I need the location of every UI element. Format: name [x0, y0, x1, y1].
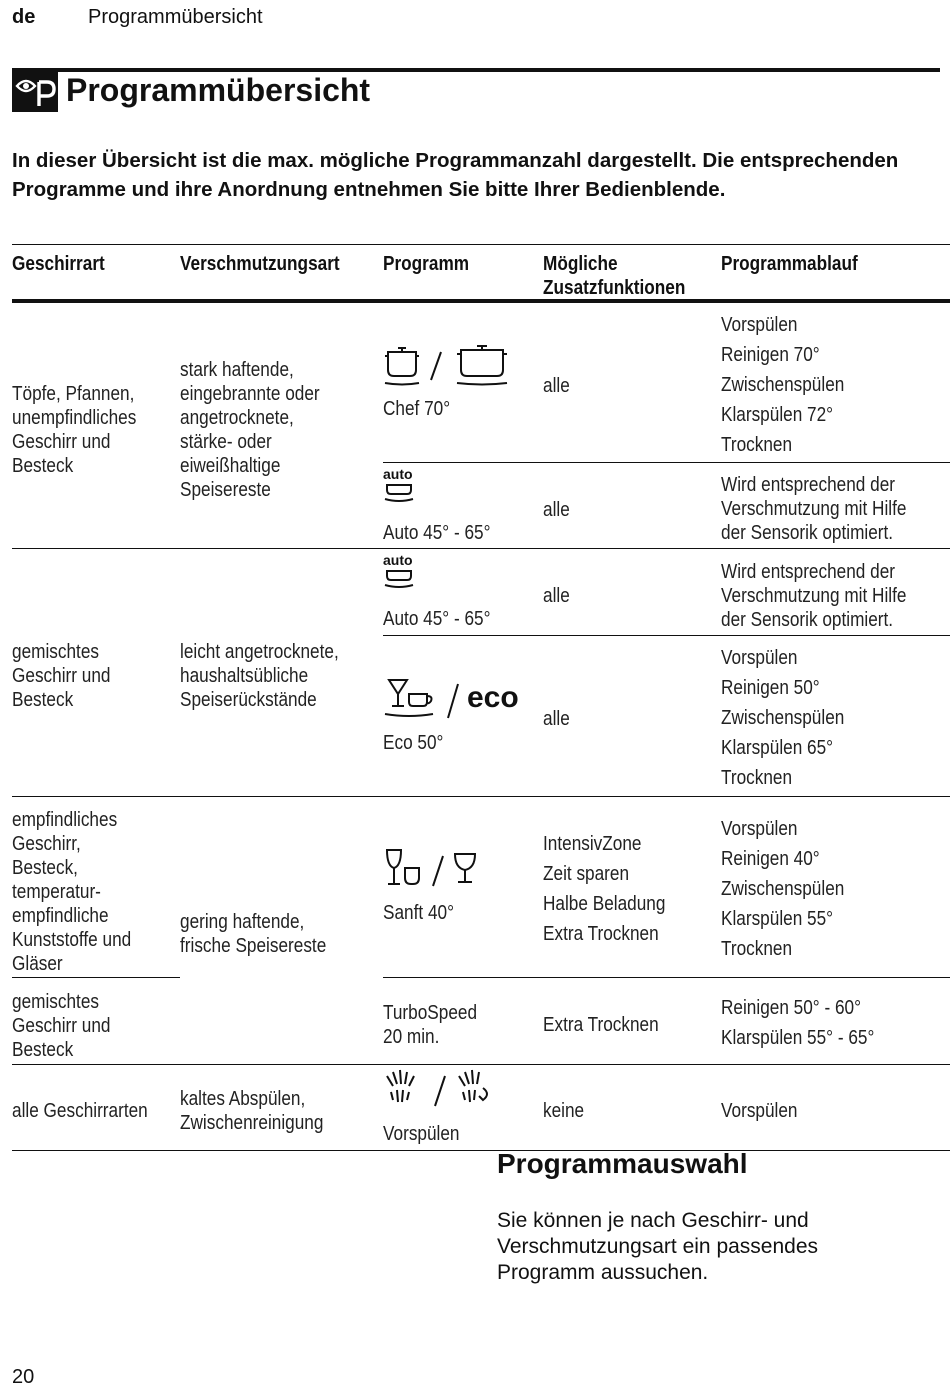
vorspuelen-program-icon	[383, 1068, 495, 1110]
ablauf-cell: Wird entsprechend der Verschmutzung mit Hilfe der Sensorik optimiert.	[721, 474, 907, 544]
chef-program-icon	[383, 342, 513, 390]
ablauf-cell: Vorspülen Reinigen 70° Zwischenspülen Klarspülen 72° Trocknen	[721, 314, 845, 456]
auto-label: auto	[383, 466, 413, 482]
col-header-zusatz-line1: Mögliche	[543, 253, 618, 275]
row-rule	[383, 977, 950, 978]
section-body: Sie können je nach Geschirr- und Verschmutzungsart ein passendes Programm aussuchen.	[497, 1209, 819, 1284]
verschmutzungsart-cell: leicht angetrocknete, haushaltsübliche Speiserückstände	[180, 641, 339, 711]
ablauf-cell: Wird entsprechend der Verschmutzung mit Hilfe der Sensorik optimiert.	[721, 561, 907, 631]
zusatz-cell: alle	[543, 708, 570, 730]
col-header-programm: Programm	[383, 253, 470, 275]
geschirrart-cell: gemischtes Geschirr und Besteck	[12, 991, 111, 1061]
sanft-program-icon	[383, 848, 483, 890]
geschirrart-cell: empfindliches Geschirr, Besteck, temperatur- empfindliche Kunststoffe und Gläser	[12, 809, 132, 975]
auto-label: auto	[383, 552, 413, 568]
table-header-rule	[12, 299, 950, 303]
verschmutzungsart-cell: stark haftende, eingebrannte oder angetrocknete, stärke- oder eiweißhaltige Speisereste	[180, 359, 320, 501]
row-rule	[383, 635, 950, 636]
zusatz-cell: keine	[543, 1100, 585, 1122]
col-header-ablauf: Programmablauf	[721, 253, 858, 275]
program-name: Sanft 40°	[383, 902, 454, 924]
intro-paragraph: In dieser Übersicht ist die max. mögliche Programmanzahl dargestellt. Die entsprechenden Programme und ihre Anordnung entnehmen Sie bitte Ihrer Bedienblende.	[12, 149, 899, 201]
row-rule	[12, 1064, 950, 1065]
program-name: Chef 70°	[383, 398, 451, 420]
language-code: de	[12, 6, 36, 28]
eco-label: eco	[467, 681, 519, 714]
running-header: Programmübersicht	[88, 6, 263, 28]
table-bottom-rule	[12, 1150, 950, 1151]
col-header-verschmutzungsart: Verschmutzungsart	[180, 253, 340, 275]
geschirrart-cell: gemischtes Geschirr und Besteck	[12, 641, 111, 711]
geschirrart-cell: alle Geschirrarten	[12, 1100, 148, 1122]
zusatz-cell: alle	[543, 499, 570, 521]
ablauf-cell: Vorspülen Reinigen 50° Zwischenspülen Klarspülen 65° Trocknen	[721, 647, 845, 789]
page-title: Programmübersicht	[66, 72, 371, 108]
verschmutzungsart-cell: kaltes Abspülen, Zwischenreinigung	[180, 1088, 324, 1134]
program-name: Vorspülen	[383, 1123, 460, 1145]
table-top-rule	[12, 244, 950, 245]
ablauf-cell: Vorspülen Reinigen 40° Zwischenspülen Klarspülen 55° Trocknen	[721, 818, 845, 960]
row-rule	[12, 977, 180, 978]
row-rule	[383, 462, 950, 463]
verschmutzungsart-cell: gering haftende, frische Speisereste	[180, 911, 327, 957]
auto-program-icon	[383, 552, 417, 590]
zusatz-cell: alle	[543, 585, 570, 607]
auto-program-icon	[383, 466, 417, 504]
section-title: Programmauswahl	[497, 1148, 748, 1179]
eco-slash	[446, 680, 460, 720]
page-number: 20	[12, 1366, 35, 1388]
col-header-zusatz	[543, 252, 685, 300]
col-header-zusatz-line2: Zusatzfunktionen	[543, 277, 686, 299]
zusatz-cell: alle	[543, 375, 570, 397]
zusatz-cell: Extra Trocknen	[543, 1014, 659, 1036]
row-rule	[12, 796, 950, 797]
program-name: TurboSpeed 20 min.	[383, 1002, 478, 1048]
program-overview-icon	[12, 70, 58, 112]
program-name: Eco 50°	[383, 732, 444, 754]
program-name: Auto 45° - 65°	[383, 522, 491, 544]
ablauf-cell: Vorspülen	[721, 1100, 798, 1122]
geschirrart-cell: Töpfe, Pfannen, unempfindliches Geschirr und Besteck	[12, 383, 137, 477]
ablauf-cell: Reinigen 50° - 60° Klarspülen 55° - 65°	[721, 997, 875, 1049]
eco-program-icon	[383, 676, 439, 722]
program-name: Auto 45° - 65°	[383, 608, 491, 630]
zusatz-cell: IntensivZone Zeit sparen Halbe Beladung Extra Trocknen	[543, 833, 666, 945]
row-rule	[12, 548, 950, 549]
col-header-geschirrart: Geschirrart	[12, 253, 105, 275]
